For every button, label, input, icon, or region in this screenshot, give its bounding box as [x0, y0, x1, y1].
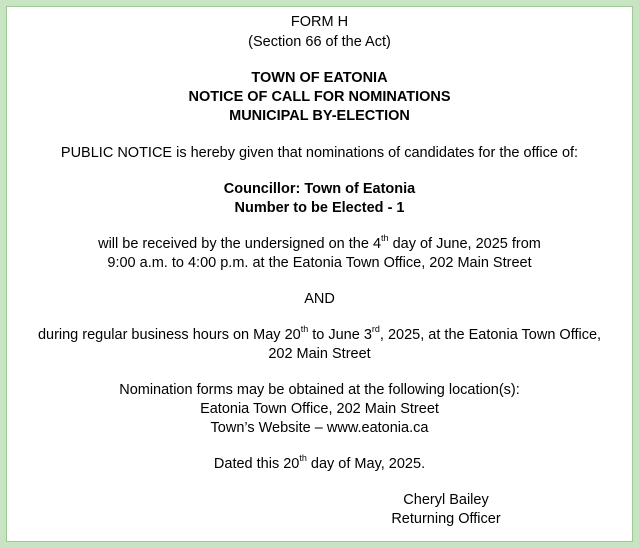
public-notice-text: PUBLIC NOTICE is hereby given that nominations of candidates for the office of:	[60, 145, 579, 161]
business-hours-sup-a: th	[300, 324, 309, 335]
heading-town: TOWN OF EATONIA	[251, 70, 388, 86]
receipt-text-b: day of June, 2025 from	[388, 236, 541, 252]
business-hours-text-c: , 2025, at the Eatonia Town Office,	[379, 327, 602, 343]
office-number-elected: Number to be Elected - 1	[234, 200, 405, 216]
signature-title: Returning Officer	[391, 511, 501, 527]
nomination-forms-intro: Nomination forms may be obtained at the following location(s):	[119, 382, 520, 398]
business-hours-text-b: to June 3	[308, 327, 372, 343]
dated-text-b: day of May, 2025.	[306, 456, 426, 472]
heading-notice: NOTICE OF CALL FOR NOMINATIONS	[188, 89, 451, 105]
dated-sup: th	[299, 453, 307, 464]
dated-text-a: Dated this 20	[213, 456, 300, 472]
nomination-location-2: Town’s Website – www.eatonia.ca	[210, 420, 429, 436]
notice-document	[6, 6, 633, 542]
receipt-sup: th	[381, 233, 389, 244]
heading-election: MUNICIPAL BY-ELECTION	[229, 108, 410, 124]
business-hours-line-2: 202 Main Street	[268, 346, 371, 362]
form-section: (Section 66 of the Act)	[248, 34, 391, 50]
signature-name: Cheryl Bailey	[403, 492, 489, 508]
business-hours-sup-b: rd	[371, 324, 380, 335]
form-title: FORM H	[290, 14, 349, 30]
dated-line	[7, 455, 632, 474]
receipt-text-a: will be received by the undersigned on the 4	[98, 236, 382, 252]
and-separator: AND	[304, 291, 335, 307]
business-hours-line-1	[7, 326, 632, 345]
receipt-line-1	[7, 235, 632, 254]
business-hours-text-a: during regular business hours on May 20	[37, 327, 301, 343]
nomination-location-1: Eatonia Town Office, 202 Main Street	[200, 401, 439, 417]
office-name: Councillor: Town of Eatonia	[223, 181, 416, 197]
receipt-line-2: 9:00 a.m. to 4:00 p.m. at the Eatonia Town Office, 202 Main Street	[107, 255, 532, 271]
